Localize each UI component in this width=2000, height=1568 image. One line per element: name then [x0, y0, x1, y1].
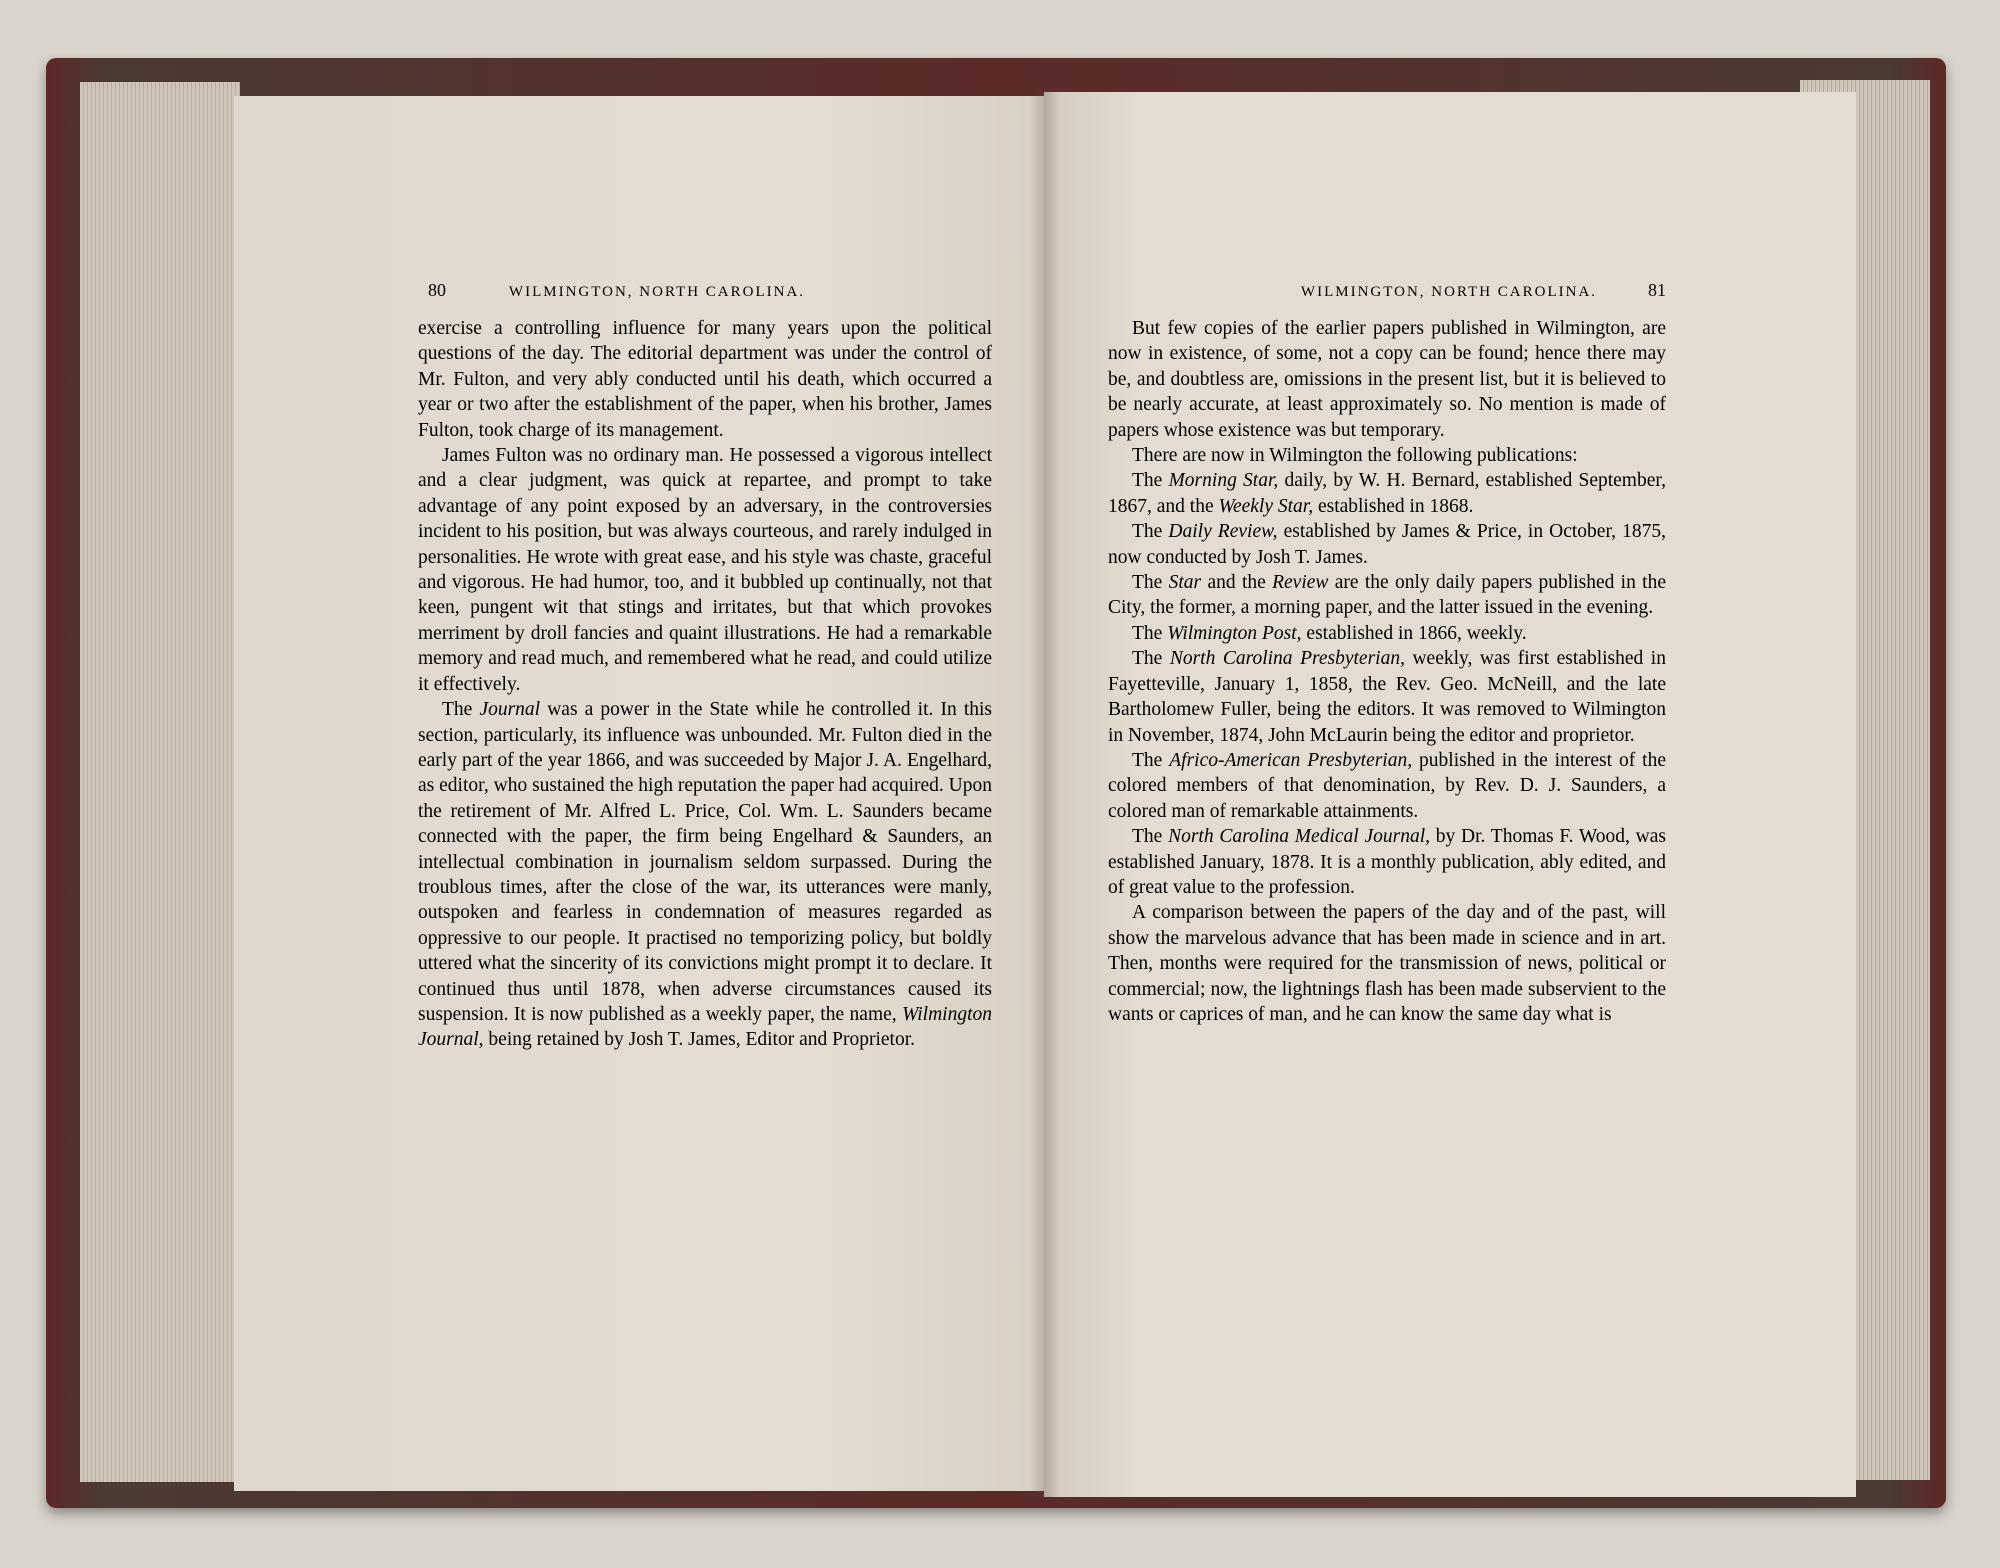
- paragraph: The Daily Review, established by James & Price, in October, 1875, now conducted by Josh T. James.: [1108, 521, 1666, 568]
- right-running-header: [1250, 280, 1666, 301]
- paragraph: The Star and the Review are the only daily papers published in the City, the former, a morning paper, and the latter issued in the evening.: [1108, 572, 1666, 619]
- running-head-left: WILMINGTON, NORTH CAROLINA.: [508, 284, 806, 300]
- paragraph: The North Carolina Medical Journal, by Dr. Thomas F. Wood, was established January, 1878. It is a monthly publication, ably edited, and of great value to the profession.: [1108, 826, 1666, 898]
- paragraph: But few copies of the earlier papers published in Wilmington, are now in existence, of some, not a copy can be found; hence there may be, and doubtless are, omissions in the present list, but it is believed to be nearly accurate, at least approximately so. No mention is made of papers whose existence was but temporary.: [1108, 318, 1666, 441]
- right-page-text: [1108, 316, 1666, 1027]
- book-gutter: [1030, 92, 1060, 1497]
- paragraph: There are now in Wilmington the following publications:: [1132, 445, 1578, 467]
- page-number-left: 80: [428, 280, 446, 300]
- page-edges-left: [80, 82, 240, 1482]
- paragraph: The Journal was a power in the State while he controlled it. In this section, particularly, its influence was unbounded. Mr. Fulton died in the early part of the year 1866, and was succeeded by Major J. A. Engelhard, as editor, who sustained the high reputation the paper had acquired. Upon the retirement of Mr. Alfred L. Price, Col. Wm. L. Saunders became connected with the paper, the firm being Engelhard & Saunders, an intellectual combination in journalism seldom surpassed. During the troublous times, after the close of the war, its utterances were manly, outspoken and fearless in condemnation of measures regarded as oppressive to our people. It practised no temporizing policy, but boldly uttered what the sincerity of its convictions might prompt it to declare. It continued thus until 1878, when adverse circumstances caused its suspension. It is now published as a weekly paper, the name, Wilmington Journal, being retained by Josh T. James, Editor and Proprietor.: [418, 699, 992, 1051]
- paragraph: The Wilmington Post, established in 1866, weekly.: [1132, 622, 1527, 644]
- paragraph: exercise a controlling influence for many years upon the political questions of the day. The editorial department was under the control of Mr. Fulton, and very ably conducted until his death, which occurred a year or two after the establishment of the paper, when his brother, James Fulton, took charge of its management.: [418, 318, 992, 441]
- left-page-text: [418, 316, 992, 1053]
- left-running-header: [428, 280, 868, 301]
- paragraph: A comparison between the papers of the day and of the past, will show the marvelous advance that has been made in science and in art. Then, months were required for the transmission of news, political or commercial; now, the lightnings flash has been made subservient to the wants or caprices of man, and he can know the same day what is: [1108, 902, 1666, 1025]
- paragraph: The Morning Star, daily, by W. H. Bernard, established September, 1867, and the Weekly Star, established in 1868.: [1108, 470, 1666, 517]
- paragraph: The North Carolina Presbyterian, weekly, was first established in Fayetteville, January 1, 1858, the Rev. Geo. McNeill, and the late Bartholomew Fuller, being the editors. It was removed to Wilmington in November, 1874, John McLaurin being the editor and proprietor.: [1108, 648, 1666, 746]
- running-head-right: WILMINGTON, NORTH CAROLINA.: [1300, 284, 1598, 300]
- paragraph: The Africo-American Presbyterian, published in the interest of the colored members of that denomination, by Rev. D. J. Saunders, a colored man of remarkable attainments.: [1108, 749, 1666, 822]
- paragraph: James Fulton was no ordinary man. He possessed a vigorous intellect and a clear judgment, was quick at repartee, and prompt to take advantage of any point exposed by an adversary, in the controversies incident to his position, but was always courteous, and rarely indulged in personalities. He wrote with great ease, and his style was chaste, graceful and vigorous. He had humor, too, and it bubbled up continually, not that keen, pungent wit that stings and irritates, but that which provokes merriment by droll fancies and quaint illustrations. He had a remarkable memory and read much, and remembered what he read, and could utilize it effectively.: [418, 445, 992, 695]
- page-number-right: 81: [1647, 280, 1666, 300]
